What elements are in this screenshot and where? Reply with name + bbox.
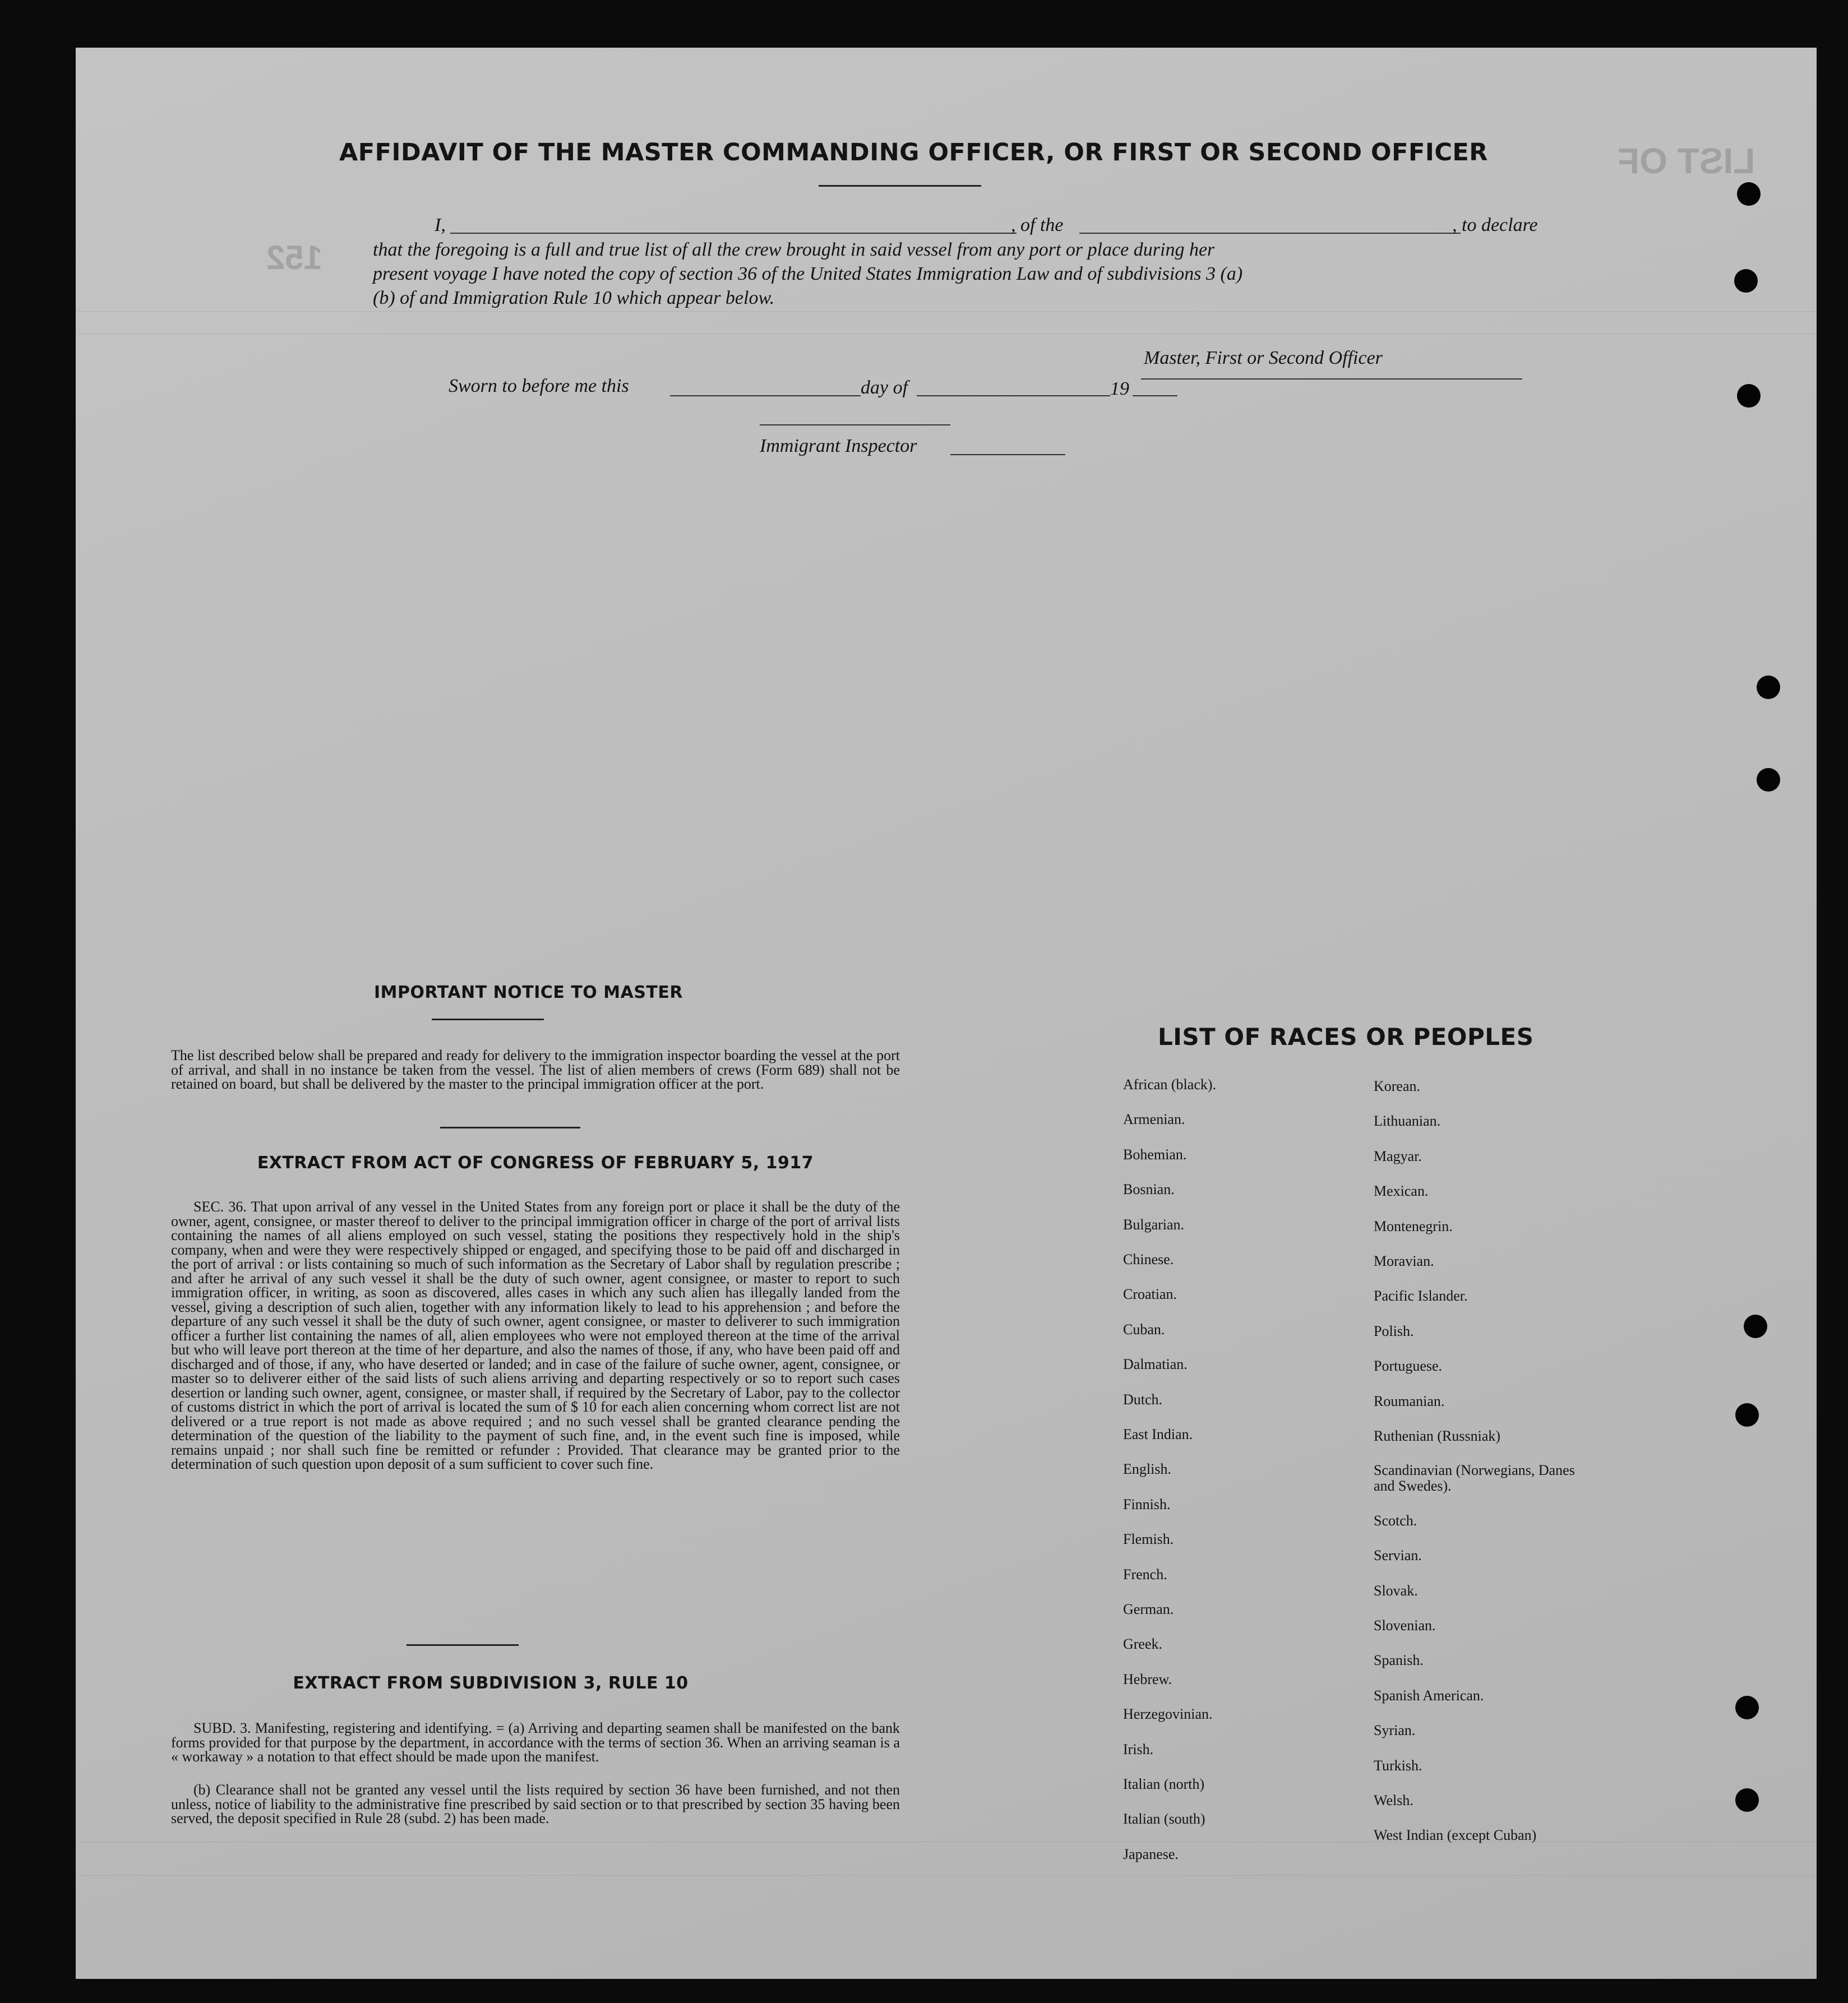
rule-text-a: SUBD. 3. Manifesting, registering and identifying. = (a) Arriving and departing seamen shall be manifested on the bank forms provided for that purpose by the department, in accordance with the terms of section 36. When an arriving seaman is a « workaway » a notation to that effect should be made upon the manifest. [171, 1720, 900, 1765]
race-item: Slovak. [1374, 1582, 1418, 1599]
race-item: Japanese. [1123, 1845, 1179, 1862]
bleed-page-number: 152 [266, 239, 323, 276]
notice-heading: IMPORTANT NOTICE TO MASTER [374, 983, 683, 1002]
act-text: SEC. 36. That upon arrival of any vessel in the United States from any foreign port or place it shall be the duty of the owner, agent, consignee, or master thereof to deliver to the principal immigration officer in charge of the port of arrival lists containing the names of all aliens employed on such vessel, stating the positions they respectively hold in the ship's company, when and were they were respectively shipped or engaged, and specifying those to be paid off and discharged in the port of arrival : or lists containing so much of such information as the Secretary of Labor shall by regulation prescribe ; and after he arrival of any such vessel it shall be the duty of such owner, agent consignee, or master to report to such immigration officer, in writing, as soon as discovered, alles cases in which any such alien has illegally landed from the vessel, giving a description of such alien, together with any information likely to lead to his apprehension ; and before the departure of any such vessel it shall be the duty of such owner, agent consignee, or master to deliverer to such immigration officer a further list containing the names of all, alien employees who were not employed thereon at the time of the arrival but who will leave port thereon at the time of her departure, and also the names of those, if any, who have been paid off and discharged and of those, if any, who have deserted or landed; and in case of the failure of suche owner, agent, consignee, or master so to deliverer either of the said lists of such aliens arriving and departing respectively or so to report such cases desertion or landing such owner, agent, consignee, or master shall, if required by the Secretary of Labor, pay to the collector of customs district in which the port of arrival is located the sum of $ 10 for each alien concerning whom correct list are not delivered or a true report is not made as above required ; and no such vessel shall be granted clearance pending the determination of the question of the liability to the payment of such fine, and, in the event such fine is imposed, while remains unpaid ; nor shall such fine be remitted or refunder : Provided. That clearance may be granted prior to the determination of such question upon deposit of a sum sufficient to cover such fine. [171, 1199, 900, 1472]
affidavit-line-3: (b) of and Immigration Rule 10 which appear below. [373, 288, 775, 308]
race-item: Finnish. [1123, 1496, 1171, 1512]
punch-hole [1757, 768, 1780, 792]
rule-text-b: (b) Clearance shall not be granted any vessel until the lists required by section 36 have been furnished, and not then unless, notice of liability to the administrative fine prescribed by said section or to that prescribed by section 35 having been served, the deposit specified in Rule 28 (subd. 2) has been made. [171, 1782, 900, 1826]
race-item: English. [1123, 1461, 1171, 1478]
race-item: Magyar. [1374, 1148, 1422, 1164]
race-item: Scandinavian (Norwegians, Danes and Swedes). [1374, 1462, 1575, 1495]
affidavit-to-declare-label: , to declare [1452, 215, 1538, 235]
inspector-signature-line[interactable] [760, 424, 950, 425]
race-item: German. [1123, 1601, 1174, 1617]
punch-hole [1735, 1403, 1759, 1427]
race-item: Welsh. [1374, 1792, 1413, 1808]
act-heading: EXTRACT FROM ACT OF CONGRESS OF FEBRUARY 5, 1917 [257, 1153, 814, 1173]
punch-hole [1737, 182, 1761, 206]
race-item: Korean. [1374, 1078, 1421, 1094]
race-item: East Indian. [1123, 1426, 1193, 1442]
race-item: Dutch. [1123, 1391, 1163, 1408]
rule-separator [406, 1644, 519, 1646]
affidavit-i-label: I, [435, 215, 446, 235]
race-item: Lithuanian. [1374, 1113, 1441, 1130]
inspector-blank[interactable] [950, 454, 1065, 455]
year-blank[interactable] [1133, 395, 1177, 396]
bleed-corner-text: LIST OF [1618, 141, 1755, 181]
day-of-label: day of [861, 377, 908, 398]
race-item: Herzegovinian. [1123, 1706, 1213, 1723]
race-item: Spanish American. [1374, 1687, 1484, 1704]
name-blank[interactable] [450, 233, 1017, 234]
race-item: Chinese. [1123, 1251, 1174, 1268]
race-item: Scotch. [1374, 1512, 1417, 1529]
sworn-month-blank[interactable] [917, 395, 1110, 396]
race-item: Dalmatian. [1123, 1356, 1188, 1373]
race-item: Bulgarian. [1123, 1216, 1185, 1233]
race-item: Bosnian. [1123, 1181, 1175, 1198]
race-item: Irish. [1123, 1741, 1154, 1757]
punch-hole [1757, 676, 1780, 699]
race-item: Moravian. [1374, 1253, 1434, 1269]
punch-hole [1735, 1696, 1759, 1719]
affidavit-line-1: that the foregoing is a full and true list of all the crew brought in said vessel from any port or place during her [373, 239, 1215, 260]
race-item: Mexican. [1374, 1183, 1429, 1200]
punch-hole [1734, 269, 1758, 293]
race-item: Greek. [1123, 1636, 1163, 1653]
affidavit-of-the-label: , of the [1011, 215, 1064, 235]
race-item: Slovenian. [1374, 1617, 1436, 1634]
title-underline [819, 185, 981, 187]
inspector-label: Immigrant Inspector [760, 436, 917, 456]
signature-line[interactable] [1141, 378, 1522, 380]
race-item: Cuban. [1123, 1321, 1165, 1338]
race-item: French. [1123, 1566, 1167, 1583]
sworn-date-blank[interactable] [670, 395, 861, 396]
race-item: Italian (north) [1123, 1776, 1205, 1792]
notice-text: The list described below shall be prepared and ready for delivery to the immigration inspector boarding the vessel at the port of arrival, and shall in no instance be taken from the vessel. The list of alien members of crews (Form 689) shall not be retained on board, but shall be delivered by the master to the principal immigration officer at the port. [171, 1047, 900, 1092]
sworn-label: Sworn to before me this [449, 376, 629, 396]
race-item: Hebrew. [1123, 1671, 1172, 1687]
race-item: Italian (south) [1123, 1811, 1205, 1828]
notice-underline [432, 1019, 544, 1020]
rule-heading: EXTRACT FROM SUBDIVISION 3, RULE 10 [293, 1673, 689, 1693]
year-prefix: 19 [1110, 378, 1129, 399]
vessel-blank[interactable] [1079, 233, 1461, 234]
race-item: Turkish. [1374, 1757, 1422, 1774]
race-item: Flemish. [1123, 1531, 1174, 1548]
punch-hole [1744, 1315, 1767, 1338]
race-item: Armenian. [1123, 1111, 1185, 1128]
ghost-rule [76, 311, 1817, 312]
punch-hole [1735, 1788, 1759, 1812]
race-item: Portuguese. [1374, 1358, 1443, 1375]
race-item: Spanish. [1374, 1652, 1424, 1669]
race-item: Polish. [1374, 1322, 1414, 1339]
race-item: African (black). [1123, 1076, 1217, 1093]
ghost-rule [76, 1875, 1817, 1876]
race-item: Syrian. [1374, 1722, 1416, 1739]
race-item: Roumanian. [1374, 1393, 1445, 1409]
race-item: Croatian. [1123, 1286, 1177, 1303]
affidavit-line-2: present voyage I have noted the copy of section 36 of the United States Immigration Law and of subdivisions 3 (a) [373, 263, 1243, 284]
race-item: Servian. [1374, 1547, 1422, 1564]
race-item: Pacific Islander. [1374, 1288, 1468, 1305]
race-item: West Indian (except Cuban) [1374, 1827, 1537, 1844]
races-heading: LIST OF RACES OR PEOPLES [1158, 1023, 1534, 1051]
signature-caption: Master, First or Second Officer [1144, 348, 1383, 368]
notice-separator [440, 1127, 580, 1128]
race-item: Ruthenian (Russniak) [1374, 1428, 1501, 1444]
race-item: Bohemian. [1123, 1146, 1187, 1163]
punch-hole [1737, 384, 1761, 408]
affidavit-title: AFFIDAVIT OF THE MASTER COMMANDING OFFICER, OR FIRST OR SECOND OFFICER [339, 138, 1488, 166]
race-item: Montenegrin. [1374, 1218, 1453, 1234]
document-page [76, 48, 1817, 1979]
